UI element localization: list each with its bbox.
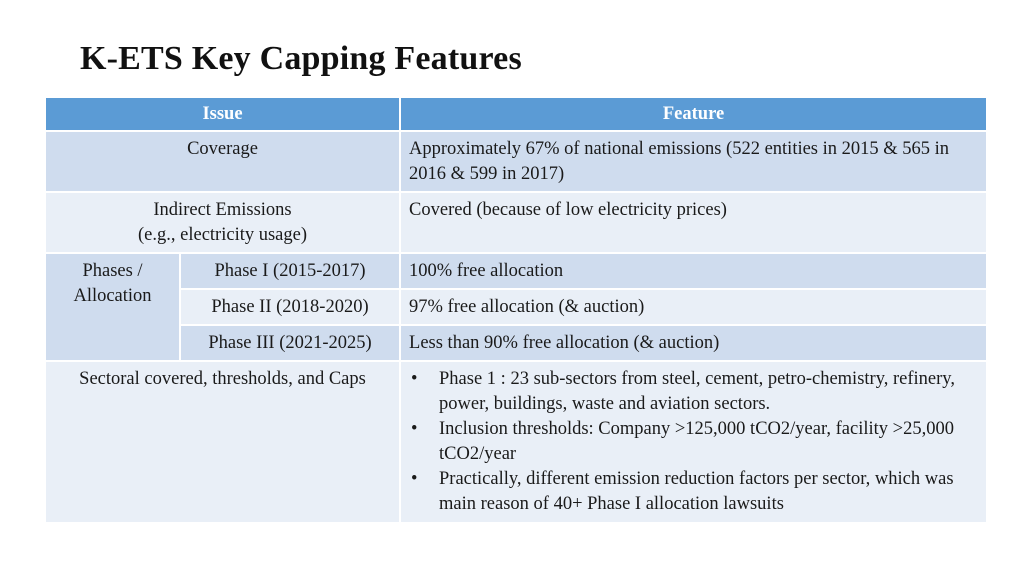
phase-label: Phase III (2021-2025): [180, 325, 400, 361]
issue-phases-line2: Allocation: [73, 286, 152, 306]
phase-feature: 97% free allocation (& auction): [400, 289, 987, 325]
bullet-icon: •: [411, 419, 418, 439]
list-item: [409, 417, 978, 467]
issue-phases-line1: Phases /: [82, 261, 143, 281]
phase-feature: 100% free allocation: [400, 253, 987, 289]
issue-sectoral: Sectoral covered, thresholds, and Caps: [45, 361, 400, 523]
bullet-text: Practically, different emission reduction factors per sector, which was main reason of 40+ Phase I allocation lawsuits: [439, 469, 954, 514]
bullet-icon: •: [411, 369, 418, 389]
features-table: [44, 96, 988, 524]
table-row-phase-1: [45, 253, 987, 289]
table-row-phase-3: [45, 325, 987, 361]
issue-coverage: Coverage: [45, 131, 400, 192]
sectoral-bullet-list: [409, 367, 978, 517]
table-header-row: [45, 97, 987, 131]
table-row-sectoral: [45, 361, 987, 523]
table-row-indirect: [45, 192, 987, 253]
bullet-text: Phase 1 : 23 sub-sectors from steel, cement, petro-chemistry, refinery, power, buildings, waste and aviation sectors.: [439, 369, 955, 414]
feature-indirect: Covered (because of low electricity prices): [400, 192, 987, 253]
phase-feature: Less than 90% free allocation (& auction): [400, 325, 987, 361]
page-title: K-ETS Key Capping Features: [80, 40, 522, 77]
table-row-phase-2: [45, 289, 987, 325]
bullet-icon: •: [411, 469, 418, 489]
list-item: [409, 367, 978, 417]
table-row-coverage: [45, 131, 987, 192]
list-item: [409, 467, 978, 517]
issue-indirect-line1: Indirect Emissions: [153, 200, 292, 220]
bullet-text: Inclusion thresholds: Company >125,000 tCO2/year, facility >25,000 tCO2/year: [439, 419, 954, 464]
issue-indirect: [45, 192, 400, 253]
issue-phases-allocation: [45, 253, 180, 361]
header-feature: Feature: [400, 97, 987, 131]
phase-label: Phase I (2015-2017): [180, 253, 400, 289]
header-issue: Issue: [45, 97, 400, 131]
phase-label: Phase II (2018-2020): [180, 289, 400, 325]
feature-coverage: Approximately 67% of national emissions (522 entities in 2015 & 565 in 2016 & 599 in 2017): [400, 131, 987, 192]
issue-indirect-line2: (e.g., electricity usage): [138, 225, 307, 245]
feature-sectoral: [400, 361, 987, 523]
